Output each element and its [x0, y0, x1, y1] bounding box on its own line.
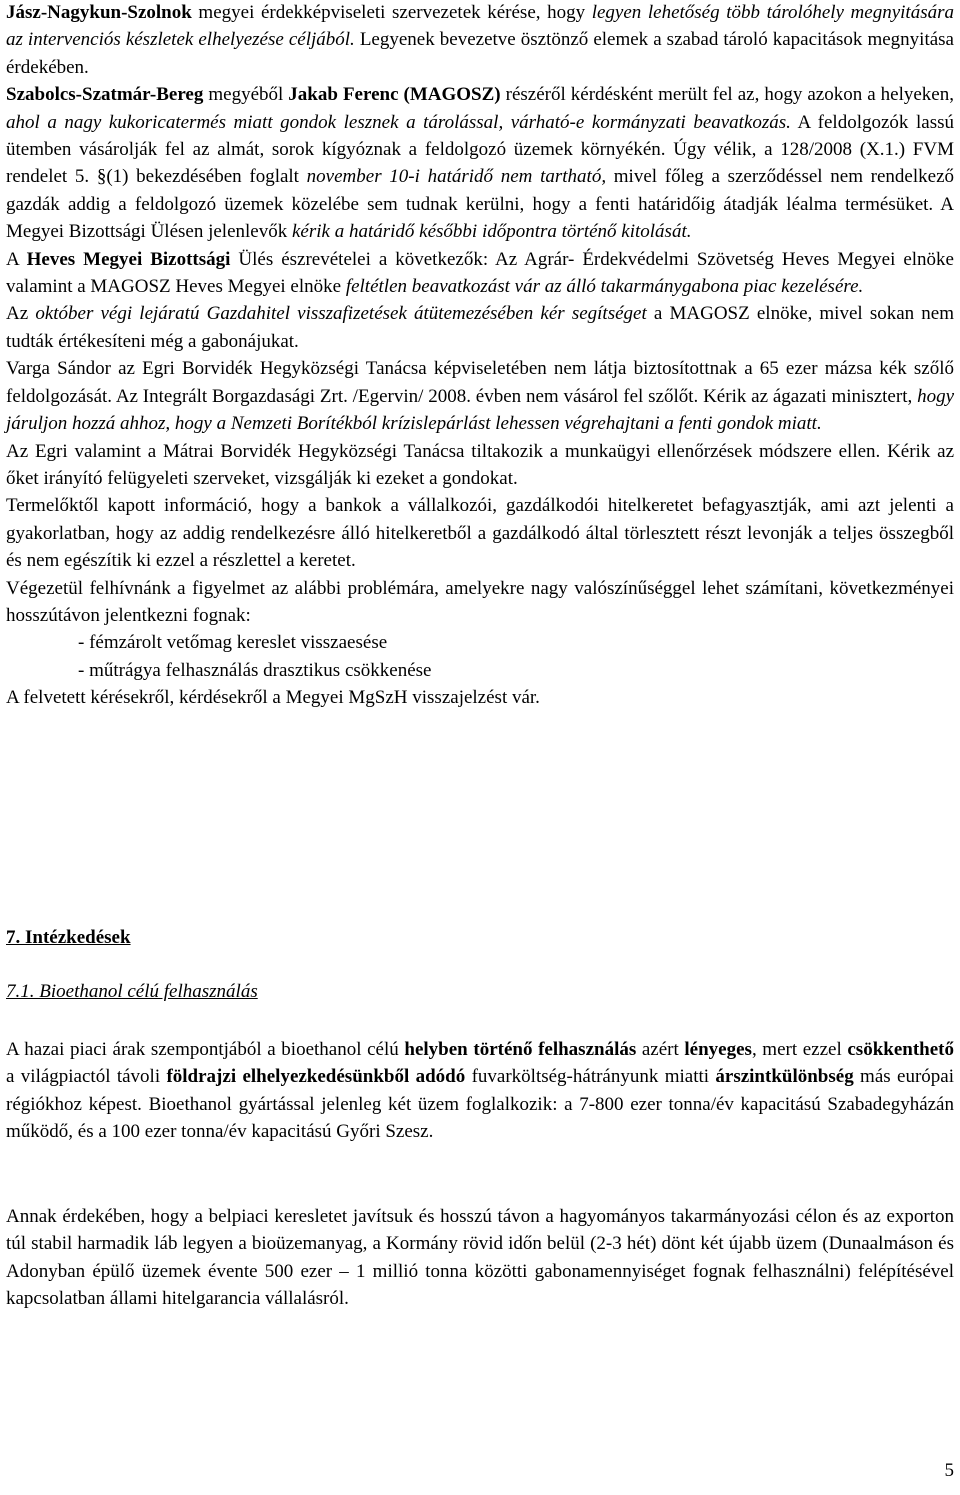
bold-phrase: árszintkülönbség	[715, 1066, 854, 1088]
county-name: Jász-Nagykun-Szolnok	[6, 2, 192, 23]
text-span: a világpiactól távoli	[6, 1066, 167, 1088]
paragraph-felvetett: A felvetett kérésekről, kérdésekről a Megyei MgSzH visszajelzést vár.	[6, 687, 540, 709]
bold-phrase: földrajzi elhelyezkedésünkből adódó	[166, 1066, 466, 1088]
text-span: megyéből	[203, 84, 289, 106]
paragraph-jasz	[6, 0, 954, 81]
bold-phrase: helyben történő felhasználás	[404, 1039, 637, 1060]
italic-deadline: november 10-i határidő nem tartható,	[306, 166, 607, 188]
text-span: azért	[636, 1039, 685, 1060]
text-span: fuvarköltség-hátrányunk miatti	[465, 1066, 716, 1088]
text-span: más európai régiókhoz képest. Bioethanol gyártással jelenleg két üzem foglalkozik: a 7-800 ezer tonna/év kapacitású Szabadegyházán működő, és a 100 ezer tonna/év kapacitású Győri Szesz.	[6, 1066, 954, 1143]
italic-request: kérik a határidő későbbi időpontra történő kitolását.	[291, 221, 692, 243]
italic-request: feltétlen beavatkozást vár az álló takarmánygabona piac kezelésére.	[345, 276, 864, 298]
paragraph-heves	[6, 246, 954, 301]
county-name: Szabolcs-Szatmár-Bereg	[6, 84, 204, 106]
person-name: Jakab Ferenc (MAGOSZ)	[288, 84, 501, 106]
paragraph-annak	[6, 1203, 954, 1313]
paragraph-varga	[6, 355, 954, 437]
italic-request: legyen lehetőség több tárolóhely megnyitására az intervenciós készletek elhelyezése céljából.	[6, 2, 954, 51]
subsection-heading: 7.1. Bioethanol célú felhasználás	[6, 981, 258, 1002]
paragraph-text: Annak érdekében, hogy a belpiaci keresletet javítsuk és hosszú távon a hagyományos takarmányozási célon és az exporton túl stabil harmadik láb legyen a bioüzemanyag, a Kormány rövid időn belül (2-3 hét) dönt két újabb üzem (Dunaalmáson és Adonyban épülő üzemek évente 500 ezer – 1 millió tonna közötti gabonamennyiséget fognak felhasználni) felépítésével kapcsolatban állami hitelgarancia vállalásról.	[6, 1206, 954, 1310]
bold-phrase: lényeges	[684, 1039, 752, 1060]
paragraph-gazdahitel	[6, 300, 954, 355]
text-span: részéről kérdésként merült fel az, hogy azokon a helyeken,	[500, 84, 954, 106]
paragraph-bioethanol	[6, 1036, 954, 1146]
text-span: A hazai piaci árak szempontjából a bioethanol célú	[6, 1039, 405, 1060]
section-heading: 7. Intézkedések	[6, 927, 131, 948]
paragraph-termelok: Termelőktől kapott információ, hogy a bankok a vállalkozói, gazdálkodói hitelkeretet befagyasztják, ami azt jelenti a gyakorlatban, hogy az addig rendelkezésre álló hitelkeretből a gazdálkodó által törlesztett részt levonják a teljes összegből és nem egészítik ki ezzel a részlettel a keretet.	[6, 495, 954, 572]
committee-name: Heves Megyei Bizottsági	[26, 248, 231, 270]
bold-phrase: csökkenthető	[847, 1039, 954, 1060]
text-span: Varga Sándor az Egri Borvidék Hegyközségi Tanácsa képviseletében nem látja biztosítottnak a 65 ezer mázsa kék szőlő feldolgozását. Az Integrált Borgazdasági Zrt. /Egervin/ 2008. évben nem vásárol fel szőlőt. Kérik az ágazati minisztert,	[6, 358, 954, 407]
paragraph-vegezetul: Végezetül felhívnánk a figyelmet az alábbi problémára, amelyekre nagy valószínűséggel lehet számítani, következményei hosszútávon jelentkezni fognak:	[6, 577, 954, 626]
text-span: A feldolgozók lassú ütemben vásárolják fel az almát, sorok kígyóznak a feldolgozó üzemek környékén. Úgy vélik, a 128/2008 (X.1.) FVM rendelet 5. §(1) bekezdésében foglalt	[6, 111, 954, 188]
document-page	[6, 0, 955, 1310]
text-span: Az	[6, 303, 36, 325]
list-item: - fémzárolt vetőmag kereslet visszaesése	[78, 632, 388, 654]
text-span: a MAGOSZ elnöke, mivel sokan nem tudták értékesíteni még a gabonájukat.	[6, 303, 955, 352]
text-span: megyei érdekképviseleti szervezetek kérése, hogy	[191, 2, 592, 23]
list-item: - műtrágya felhasználás drasztikus csökkenése	[78, 659, 432, 681]
paragraph-szabolcs	[6, 81, 954, 245]
italic-request: hogy járuljon hozzá ahhoz, hogy a Nemzeti Borítékból krízislepárlást lehessen végrehajtani a fenti gondok miatt.	[6, 385, 954, 435]
italic-request: október végi lejáratú Gazdahitel visszafizetések átütemezésében kér segítséget	[35, 303, 647, 325]
text-span: A	[6, 248, 27, 270]
text-span: Legyenek bevezetve ösztönző elemek a szabad tároló kapacitások megnyitása érdekében.	[6, 29, 954, 78]
paragraph-text	[6, 1036, 954, 1146]
text-span: mivel főleg a szerződéssel nem rendelkező gazdák addig a feldolgozó üzemek közelébe sem tudnak kerülni, hogy a fenti határidőig átadják léalma termésüket. A Megyei Bizottsági Ülésen jelenlevők	[6, 166, 955, 243]
italic-question: ahol a nagy kukoricatermés miatt gondok lesznek a tárolással, várható-e kormányzati beavatkozás.	[6, 111, 791, 133]
paragraph-egri: Az Egri valamint a Mátrai Borvidék Hegyközségi Tanácsa tiltakozik a munkaügyi ellenőrzések módszere ellen. Kérik az őket irányító felügyeleti szerveket, vizsgálják ki ezeket a gondokat.	[6, 440, 954, 489]
page-number: 5	[944, 1460, 954, 1481]
text-span: , mert ezzel	[751, 1039, 848, 1060]
text-span: Ülés észrevételei a következők: Az Agrár- Érdekvédelmi Szövetség Heves Megyei elnöke valamint a MAGOSZ Heves Megyei elnöke	[6, 248, 954, 298]
